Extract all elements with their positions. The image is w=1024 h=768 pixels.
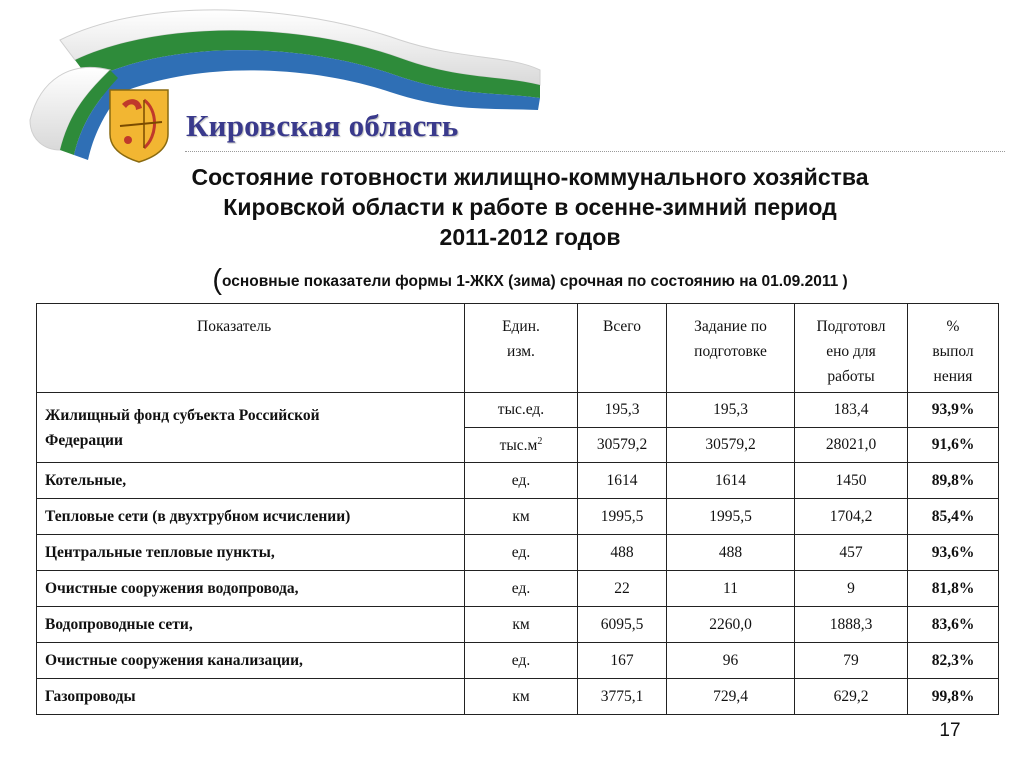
table-row (37, 607, 999, 643)
table-row (37, 499, 999, 535)
cell-prepared: 9 (795, 571, 908, 607)
table-row (37, 571, 999, 607)
coat-of-arms-icon (106, 86, 172, 164)
header-percent-line3: нения (933, 368, 973, 385)
cell-unit-sup: 2 (537, 435, 543, 447)
readiness-table (36, 303, 999, 715)
cell-task: 1614 (667, 463, 795, 499)
header-prepared-line2: ено для (826, 343, 876, 360)
subtitle-text: основные показатели формы 1-ЖКХ (зима) срочная по состоянию на 01.09.2011 ) (222, 273, 848, 290)
cell-unit: км (465, 607, 578, 643)
subtitle-paren: ( (212, 264, 222, 296)
cell-unit: тыс.ед. (465, 393, 578, 428)
cell-task: 30579,2 (667, 428, 795, 463)
cell-unit: км (465, 499, 578, 535)
cell-total: 488 (578, 535, 667, 571)
cell-unit: ед. (465, 463, 578, 499)
header-percent (908, 304, 999, 393)
table-row (37, 679, 999, 715)
cell-task: 1995,5 (667, 499, 795, 535)
cell-total: 6095,5 (578, 607, 667, 643)
cell-prepared: 457 (795, 535, 908, 571)
page-subtitle (40, 264, 1020, 297)
cell-prepared: 1704,2 (795, 499, 908, 535)
row-name: Котельные, (37, 463, 465, 499)
cell-percent: 83,6% (908, 607, 999, 643)
header-unit-line1: Един. (502, 318, 540, 335)
header-unit (465, 304, 578, 393)
row-name: Водопроводные сети, (37, 607, 465, 643)
header-percent-line2: выпол (932, 343, 974, 360)
cell-prepared: 28021,0 (795, 428, 908, 463)
cell-percent: 82,3% (908, 643, 999, 679)
row-name-line1: Жилищный фонд субъекта Российской (45, 406, 320, 424)
cell-percent: 81,8% (908, 571, 999, 607)
cell-percent: 89,8% (908, 463, 999, 499)
header-prepared-line1: Подготовл (816, 318, 886, 335)
cell-total: 1614 (578, 463, 667, 499)
flag-ribbon (0, 0, 560, 170)
cell-total: 30579,2 (578, 428, 667, 463)
cell-unit: км (465, 679, 578, 715)
row-name (37, 393, 465, 463)
table-row (37, 463, 999, 499)
header-task-line2: подготовке (694, 343, 767, 360)
cell-unit: ед. (465, 535, 578, 571)
table-row (37, 393, 999, 428)
row-name: Тепловые сети (в двухтрубном исчислении) (37, 499, 465, 535)
row-name: Центральные тепловые пункты, (37, 535, 465, 571)
row-name: Газопроводы (37, 679, 465, 715)
cell-unit: ед. (465, 643, 578, 679)
cell-task: 729,4 (667, 679, 795, 715)
cell-total: 167 (578, 643, 667, 679)
cell-prepared: 79 (795, 643, 908, 679)
header-unit-line2: изм. (507, 343, 535, 360)
title-line-2: Кировской области к работе в осенне-зимний период (223, 194, 837, 220)
cell-prepared: 1450 (795, 463, 908, 499)
header-prepared (795, 304, 908, 393)
cell-unit: ед. (465, 571, 578, 607)
cell-unit (465, 428, 578, 463)
row-name-line2: Федерации (45, 431, 123, 449)
cell-total: 3775,1 (578, 679, 667, 715)
page-title (40, 162, 1020, 252)
cell-percent: 91,6% (908, 428, 999, 463)
cell-task: 488 (667, 535, 795, 571)
cell-percent: 93,6% (908, 535, 999, 571)
cell-percent: 99,8% (908, 679, 999, 715)
header-indicator: Показатель (37, 304, 465, 393)
cell-total: 195,3 (578, 393, 667, 428)
row-name: Очистные сооружения канализации, (37, 643, 465, 679)
cell-total: 1995,5 (578, 499, 667, 535)
header-total: Всего (578, 304, 667, 393)
title-line-1: Состояние готовности жилищно-коммунального хозяйства (191, 164, 869, 190)
header-task (667, 304, 795, 393)
table-row (37, 535, 999, 571)
cell-prepared: 629,2 (795, 679, 908, 715)
cell-task: 195,3 (667, 393, 795, 428)
cell-prepared: 1888,3 (795, 607, 908, 643)
region-name: Кировская область (186, 108, 459, 143)
cell-task: 2260,0 (667, 607, 795, 643)
header-prepared-line3: работы (827, 368, 875, 385)
cell-task: 11 (667, 571, 795, 607)
cell-total: 22 (578, 571, 667, 607)
title-line-3: 2011-2012 годов (439, 224, 621, 250)
page-number: 17 (939, 720, 961, 741)
row-name: Очистные сооружения водопровода, (37, 571, 465, 607)
table-header-row (37, 304, 999, 393)
table-row (37, 643, 999, 679)
header-divider (185, 151, 1005, 152)
header-percent-line1: % (946, 318, 960, 335)
cell-unit-text: тыс.м (499, 436, 538, 454)
cell-percent: 85,4% (908, 499, 999, 535)
cell-task: 96 (667, 643, 795, 679)
header-task-line1: Задание по (694, 318, 767, 335)
cell-prepared: 183,4 (795, 393, 908, 428)
cell-percent: 93,9% (908, 393, 999, 428)
